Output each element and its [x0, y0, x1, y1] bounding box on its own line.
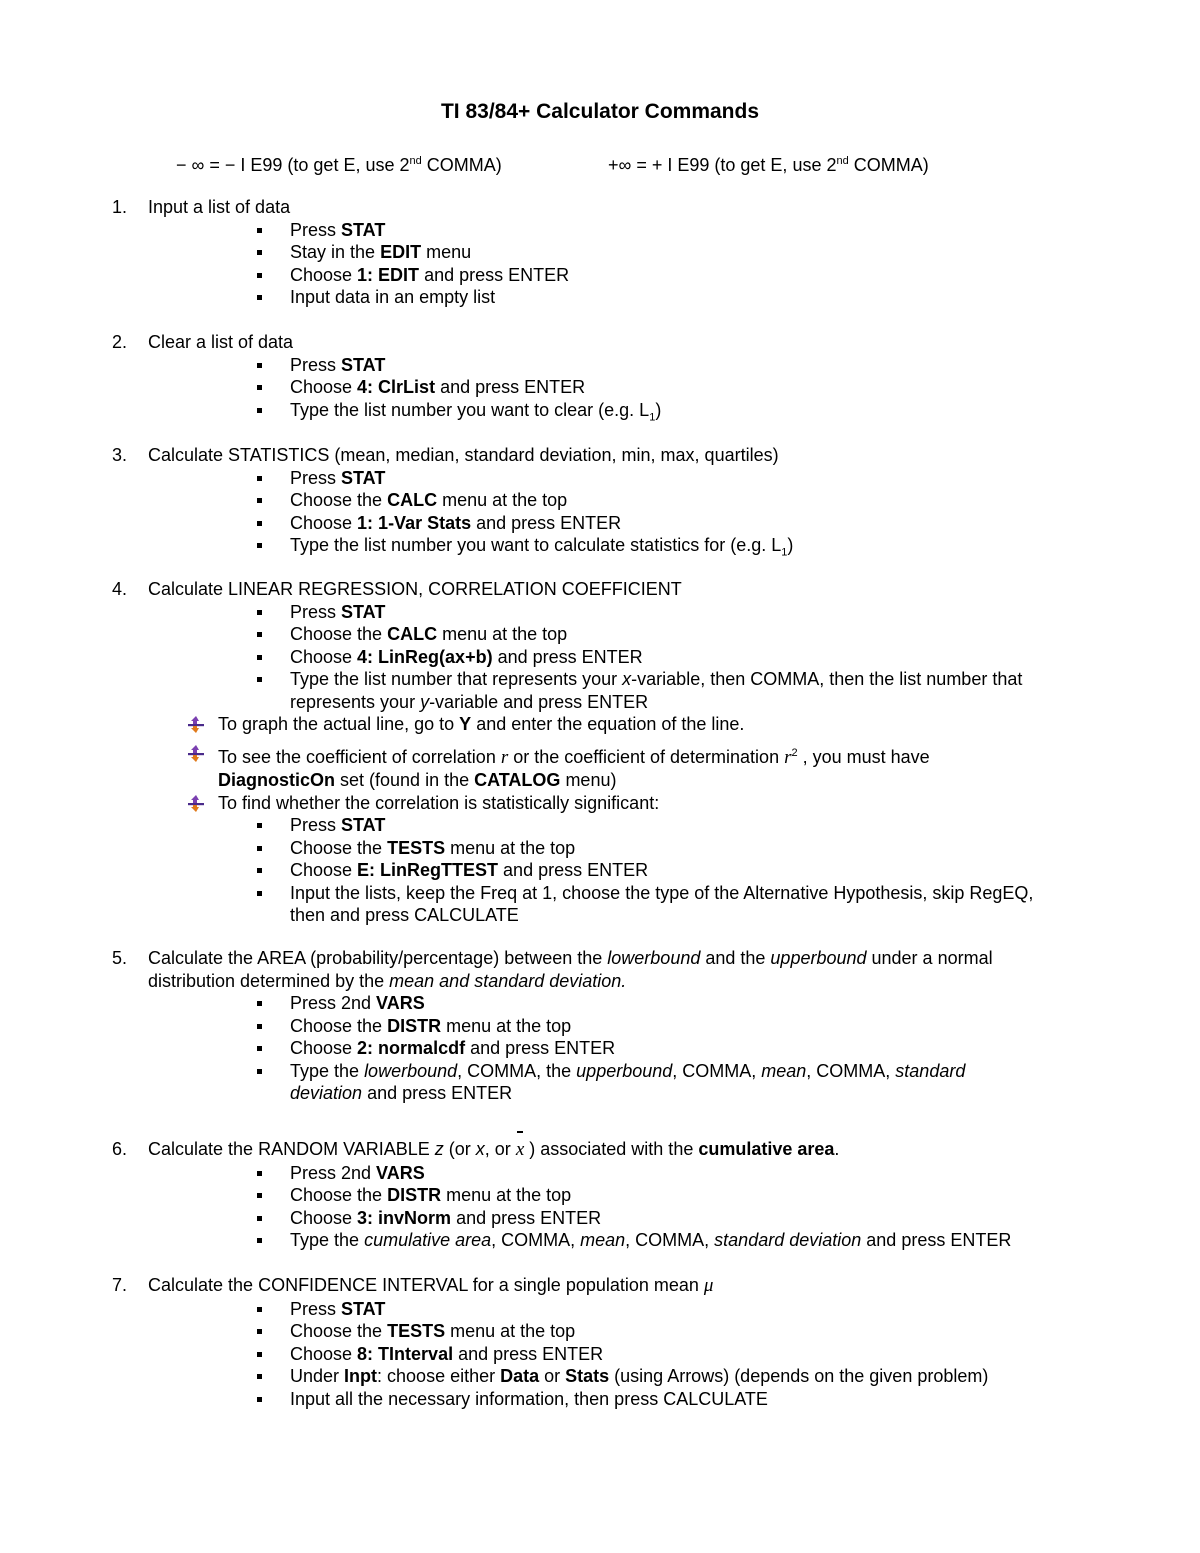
arrow-cross-icon	[188, 745, 204, 762]
list-item: Press STAT	[290, 814, 1112, 837]
square-bullet-icon	[257, 823, 262, 828]
square-bullet-icon	[257, 273, 262, 278]
list-item: Type the list number you want to clear (e.g. $L_1$)	[290, 399, 1112, 429]
section-heading: Calculate STATISTICS (mean, median, standard deviation, min, max, quartiles)	[148, 445, 779, 465]
arrow-cross-icon	[188, 795, 204, 812]
list-item: Choose the TESTS menu at the top	[290, 837, 1112, 860]
section-heading: Clear a list of data	[148, 332, 294, 352]
section-heading: Calculate the CONFIDENCE INTERVAL for a single population mean μ	[148, 1275, 714, 1296]
arrow-cross-icon	[188, 716, 204, 733]
square-bullet-icon	[257, 385, 262, 390]
page-title: TI 83/84+ Calculator Commands	[440, 100, 760, 123]
list-item: Type the list number you want to calculate statistics for (e.g. $L_1$)	[290, 534, 1112, 564]
list-item: Choose the CALC menu at the top	[290, 489, 1112, 512]
square-bullet-icon	[257, 1238, 262, 1243]
list-item: Choose the CALC menu at the top	[290, 623, 1112, 646]
list-item: Type the list number that represents your x-variable, then COMMA, then the list number that represents your y-variable and press ENTER	[290, 668, 1112, 713]
list-item: Choose the DISTR menu at the top	[290, 1184, 1112, 1207]
list-item: Press 2nd VARS	[290, 992, 1112, 1015]
list-item: Choose 1: 1-Var Stats and press ENTER	[290, 512, 1112, 535]
list-item: Press STAT	[290, 601, 1112, 624]
square-bullet-icon	[257, 521, 262, 526]
note-item: To find whether the correlation is statistically significant:	[218, 792, 1112, 815]
neg-infinity-note: − ∞ = − I E99 (to get E, use 2nd COMMA)	[176, 155, 502, 175]
list-item: Type the cumulative area, COMMA, mean, COMMA, standard deviation and press ENTER	[290, 1229, 1112, 1252]
list-item: Input the lists, keep the Freq at 1, choose the type of the Alternative Hypothesis, skip RegEQ, then and press CALCULATE	[290, 882, 1112, 927]
list-item: Choose 8: TInterval and press ENTER	[290, 1343, 1112, 1366]
list-item: Press STAT	[290, 1298, 1112, 1321]
square-bullet-icon	[257, 1329, 262, 1334]
square-bullet-icon	[257, 891, 262, 896]
square-bullet-icon	[257, 677, 262, 682]
list-item: Press STAT	[290, 219, 1112, 242]
list-item: Choose the TESTS menu at the top	[290, 1320, 1112, 1343]
square-bullet-icon	[257, 868, 262, 873]
section-3	[112, 444, 1112, 564]
section-number: 3.	[112, 445, 128, 465]
section-6	[112, 1138, 1112, 1252]
square-bullet-icon	[257, 250, 262, 255]
square-bullet-icon	[257, 1069, 262, 1074]
section-1	[112, 196, 1112, 309]
note-item: To see the coefficient of correlation r or the coefficient of determination $r^2$ , you must have DiagnosticOn set (found in the CATALOG menu)	[218, 742, 1112, 792]
section-4	[112, 578, 1112, 927]
square-bullet-icon	[257, 610, 262, 615]
section-5	[112, 947, 1112, 1105]
list-item: Choose 1: EDIT and press ENTER	[290, 264, 1112, 287]
square-bullet-icon	[257, 363, 262, 368]
list-item: Press STAT	[290, 467, 1112, 490]
section-2	[112, 331, 1112, 429]
list-item: Choose 3: invNorm and press ENTER	[290, 1207, 1112, 1230]
list-item: Under Inpt: choose either Data or Stats (using Arrows) (depends on the given problem)	[290, 1365, 1112, 1388]
square-bullet-icon	[257, 655, 262, 660]
list-item: Choose the DISTR menu at the top	[290, 1015, 1112, 1038]
list-item: Choose E: LinRegTTEST and press ENTER	[290, 859, 1112, 882]
list-item: Choose 2: normalcdf and press ENTER	[290, 1037, 1112, 1060]
square-bullet-icon	[257, 1352, 262, 1357]
section-heading: Calculate the RANDOM VARIABLE z (or x, or x ) associated with the cumulative area.	[148, 1139, 840, 1160]
section-number: 6.	[112, 1139, 128, 1159]
square-bullet-icon	[257, 295, 262, 300]
pos-infinity-note: +∞ = + I E99 (to get E, use 2nd COMMA)	[608, 155, 929, 175]
square-bullet-icon	[257, 408, 262, 413]
section-heading: Input a list of data	[148, 197, 291, 217]
note-item: To graph the actual line, go to Y and enter the equation of the line.	[218, 713, 1112, 736]
square-bullet-icon	[257, 1374, 262, 1379]
list-item: Press STAT	[290, 354, 1112, 377]
list-item: Press 2nd VARS	[290, 1162, 1112, 1185]
square-bullet-icon	[257, 1216, 262, 1221]
square-bullet-icon	[257, 1307, 262, 1312]
square-bullet-icon	[257, 1193, 262, 1198]
section-number: 7.	[112, 1275, 128, 1295]
square-bullet-icon	[257, 476, 262, 481]
list-item: Input data in an empty list	[290, 286, 1112, 309]
square-bullet-icon	[257, 846, 262, 851]
section-number: 4.	[112, 579, 128, 599]
list-item: Stay in the EDIT menu	[290, 241, 1112, 264]
square-bullet-icon	[257, 228, 262, 233]
list-item: Choose 4: ClrList and press ENTER	[290, 376, 1112, 399]
square-bullet-icon	[257, 1046, 262, 1051]
square-bullet-icon	[257, 1024, 262, 1029]
list-item: Input all the necessary information, then press CALCULATE	[290, 1388, 1112, 1411]
square-bullet-icon	[257, 543, 262, 548]
section-number: 1.	[112, 197, 128, 217]
section-heading: Calculate the AREA (probability/percentage) between the lowerbound and the upperbound under a normal distribution determined by the mean and standard deviation.	[148, 948, 993, 991]
section-heading: Calculate LINEAR REGRESSION, CORRELATION COEFFICIENT	[148, 579, 682, 599]
section-number: 5.	[112, 948, 128, 968]
square-bullet-icon	[257, 498, 262, 503]
list-item: Type the lowerbound, COMMA, the upperbound, COMMA, mean, COMMA, standard deviation and press ENTER	[290, 1060, 1112, 1105]
square-bullet-icon	[257, 1397, 262, 1402]
x-bar-symbol: x	[515, 1139, 525, 1160]
section-7	[112, 1274, 1112, 1410]
square-bullet-icon	[257, 632, 262, 637]
list-item: Choose 4: LinReg(ax+b) and press ENTER	[290, 646, 1112, 669]
section-number: 2.	[112, 332, 128, 352]
square-bullet-icon	[257, 1171, 262, 1176]
square-bullet-icon	[257, 1001, 262, 1006]
